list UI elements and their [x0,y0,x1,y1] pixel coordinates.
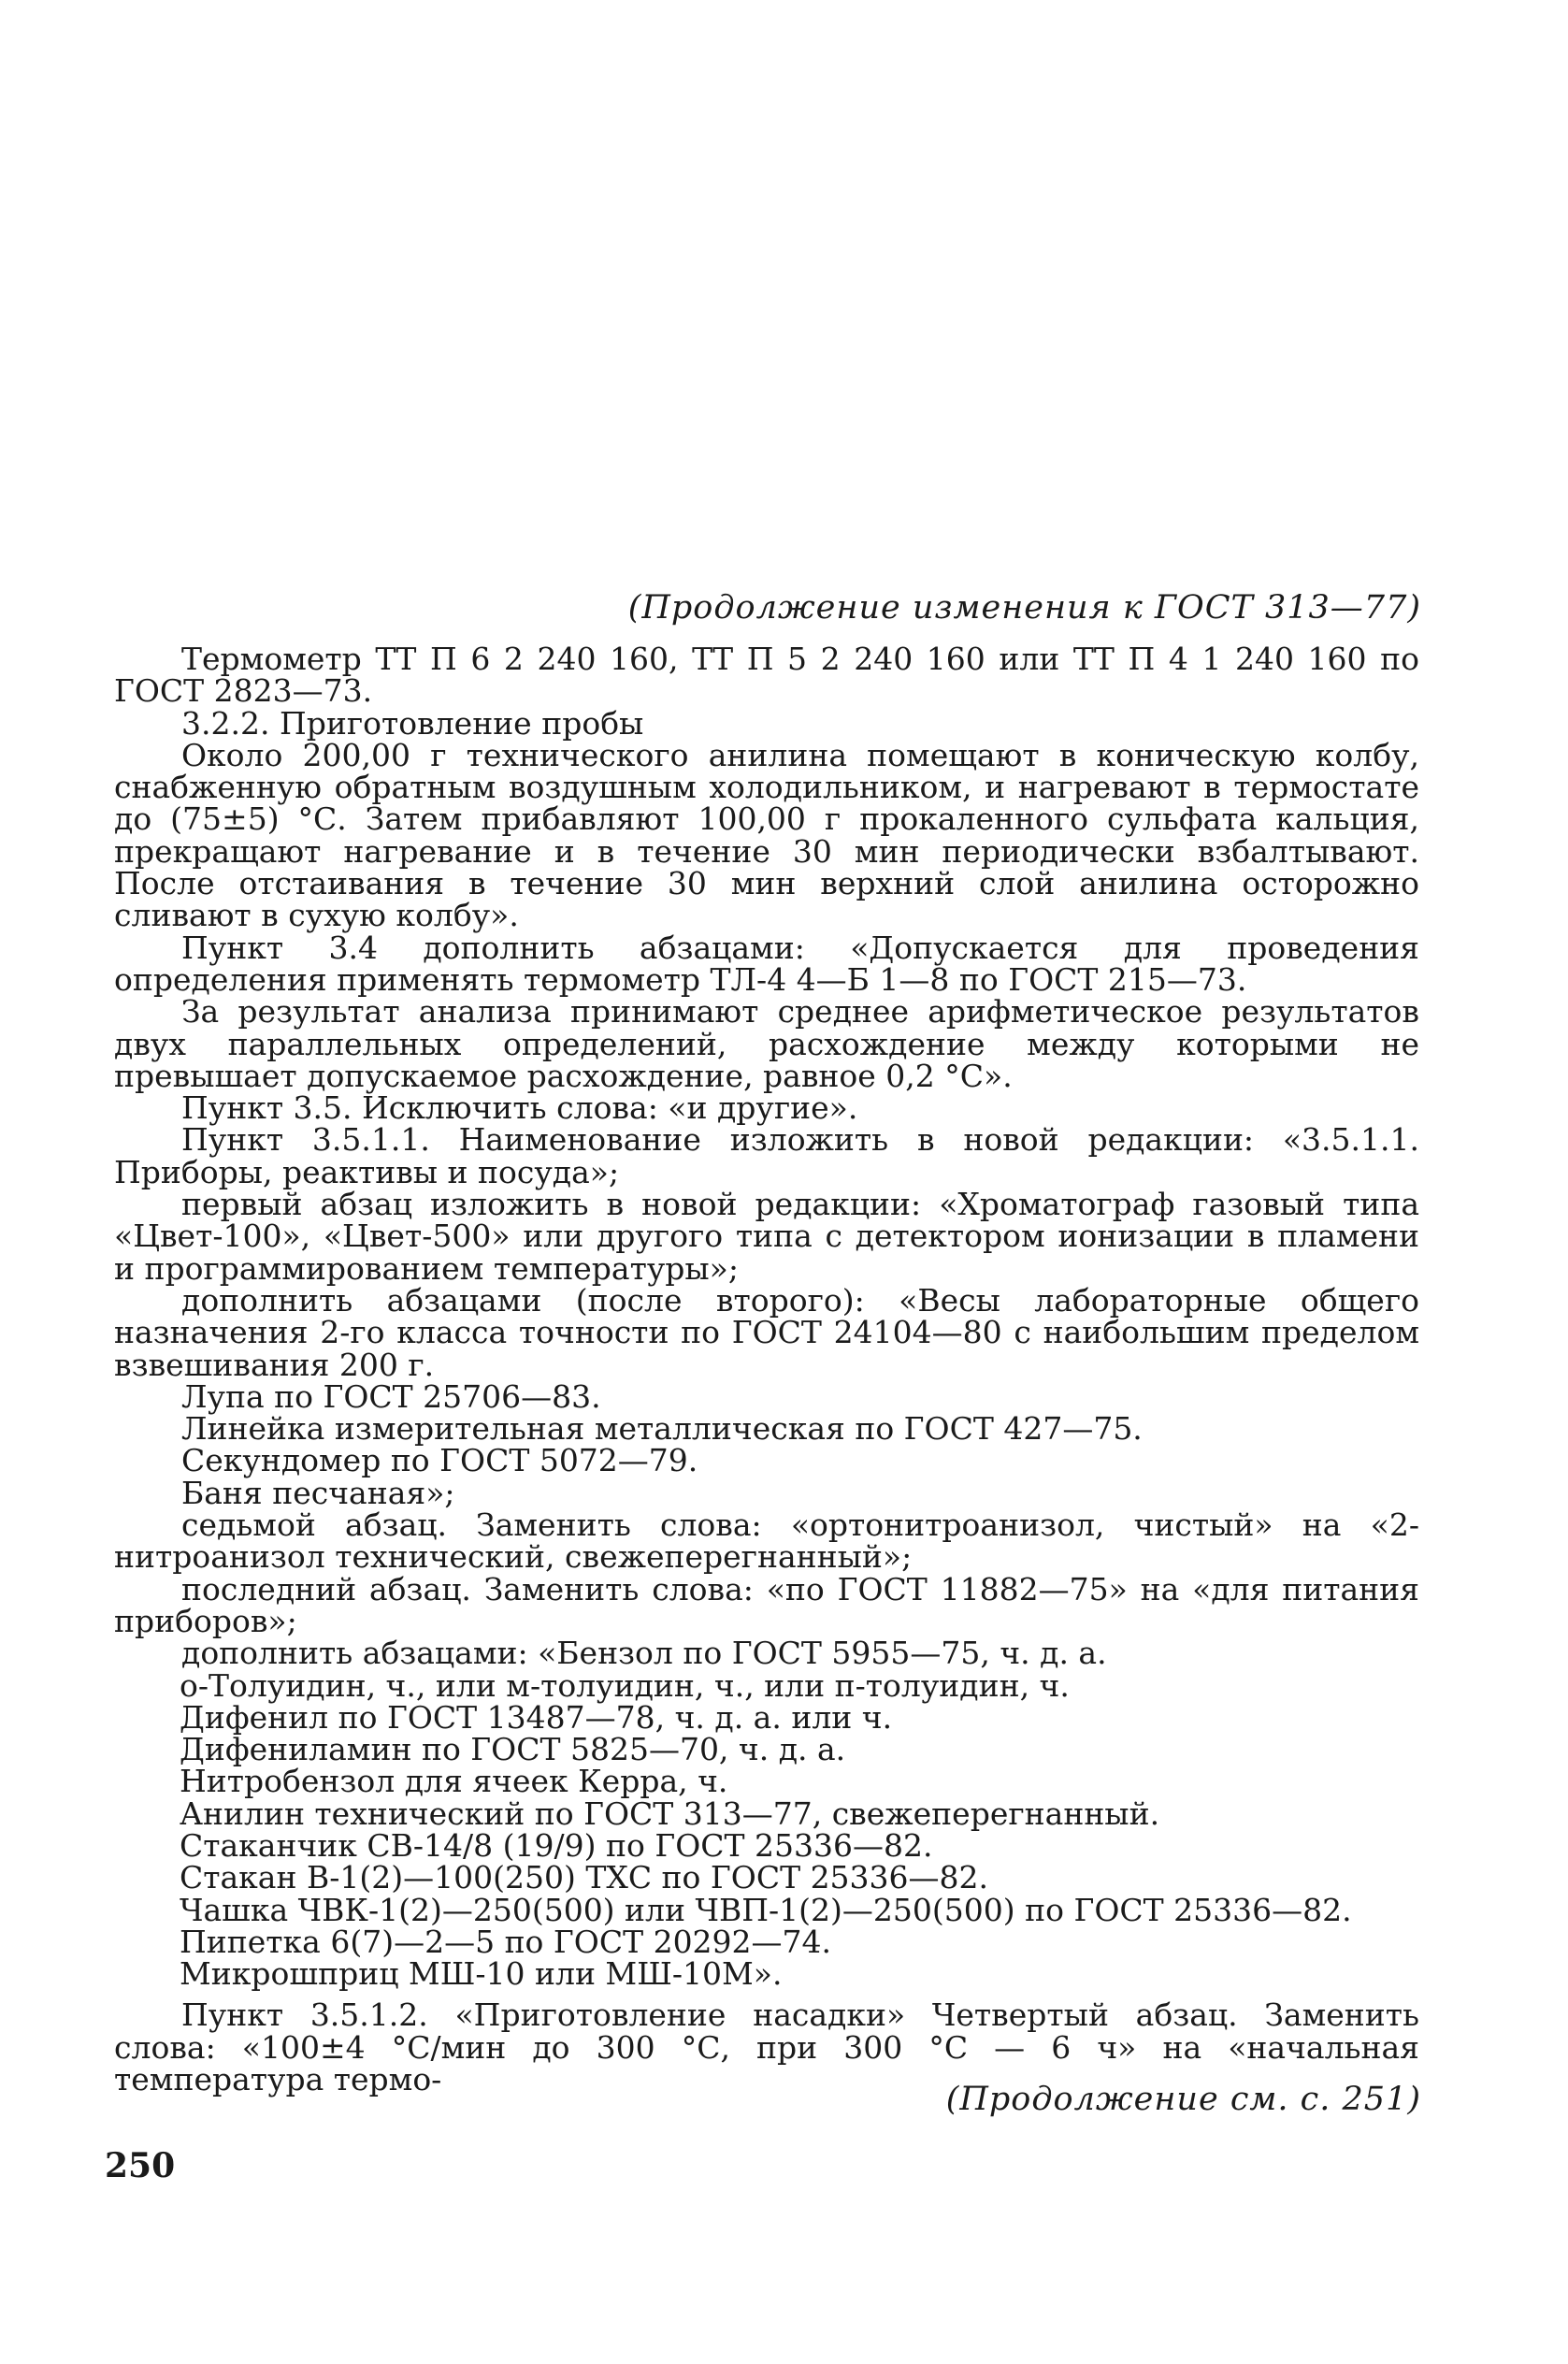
paragraph: последний абзац. Заменить слова: «по ГОСТ 11882—75» на «для питания приборов»; [114,1570,1419,1639]
list-item: Пипетка 6(7)—2—5 по ГОСТ 20292—74. [180,1923,832,1960]
list-item: Стакан В-1(2)—100(250) ТХС по ГОСТ 25336—82. [180,1859,989,1896]
list-item: Микрошприц МШ-10 или МШ-10М». [180,1955,783,1993]
body-text [114,643,1419,2096]
paragraph: Пункт 3.5.1.1. Наименование изложить в новой редакции: «3.5.1.1. Приборы, реактивы и посуда»; [114,1121,1419,1190]
list-item: о-Толуидин, ч., или м-толуидин, ч., или п-толуидин, ч. [180,1666,1070,1704]
page-number: 250 [105,2146,176,2185]
paragraph: За результат анализа принимают среднее арифметическое результатов двух параллельных определений, расхождение между которыми не превышает допускаемое расхождение, равное 0,2 °С». [114,993,1419,1094]
paragraph: Пункт 3.5.1.2. «Приготовление насадки» Четвертый абзац. Заменить слова: «100±4 °С/мин до 300 °С, при 300 °С — 6 ч» на «начальная температура термо- [114,1996,1419,2098]
list-item: Стаканчик СВ-14/8 (19/9) по ГОСТ 25336—82. [180,1826,933,1864]
paragraph: 3.2.2. Приготовление пробы [181,704,644,742]
paragraph: Около 200,00 г технического анилина помещают в коническую колбу, снабженную обратным воздушным холодильником, и нагревают в термостате до (75±5) °С. Затем прибавляют 100,00 г прокаленного сульфата кальция, прекращают нагревание и в течение 30 мин периодически взбалтывают. После отстаивания в течение 30 мин верхний слой анилина осторожно сливают в сухую колбу». [114,736,1419,934]
list-item: Чашка ЧВК-1(2)—250(500) или ЧВП-1(2)—250(500) по ГОСТ 25336—82. [180,1891,1352,1928]
list-item: Дифениламин по ГОСТ 5825—70, ч. д. а. [180,1731,846,1768]
list-item: Дифенил по ГОСТ 13487—78, ч. д. а. или ч. [180,1698,893,1736]
paragraph: Пункт 3.5. Исключить слова: «и другие». [181,1089,858,1127]
paragraph: Лупа по ГОСТ 25706—83. [181,1377,601,1415]
paragraph: седьмой абзац. Заменить слова: «ортонитроанизол, чистый» на «2-нитроанизол технический, свежеперегнанный»; [114,1506,1419,1576]
paragraph: дополнить абзацами (после второго): «Весы лабораторные общего назначения 2-го класса точности по ГОСТ 24104—80 с наибольшим пределом взвешивания 200 г. [114,1281,1419,1383]
continuation-footer: (Продолжение см. с. 251) [945,2081,1421,2118]
continuation-header: (Продолжение изменения к ГОСТ 313—77) [627,589,1421,627]
list-item: Нитробензол для ячеек Керра, ч. [180,1763,728,1800]
paragraph: Баня песчаная»; [181,1474,455,1511]
paragraph: Термометр ТТ П 6 2 240 160, ТТ П 5 2 240 160 или ТТ П 4 1 240 160 по ГОСТ 2823—73. [114,641,1419,710]
list-item: Анилин технический по ГОСТ 313—77, свежеперегнанный. [180,1795,1160,1832]
paragraph: дополнить абзацами: «Бензол по ГОСТ 5955—75, ч. д. а. [181,1635,1107,1672]
paragraph: первый абзац изложить в новой редакции: «Хроматограф газовый типа «Цвет-100», «Цвет-500» или другого типа с детектором ионизации в пламени и программированием температуры»; [114,1186,1419,1287]
paragraph: Линейка измерительная металлическая по ГОСТ 427—75. [181,1410,1143,1448]
paragraph: Пункт 3.4 дополнить абзацами: «Допускается для проведения определения применять термометр ТЛ-4 4—Б 1—8 по ГОСТ 215—73. [114,929,1419,998]
paragraph: Секундомер по ГОСТ 5072—79. [181,1442,698,1479]
